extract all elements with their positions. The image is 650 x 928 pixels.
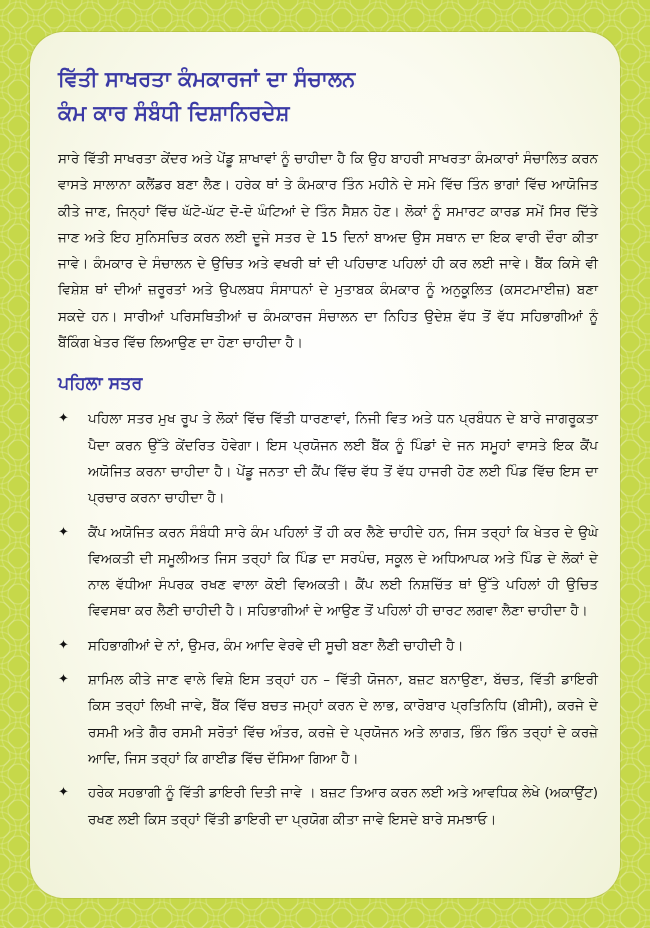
- intro-paragraph: ਸਾਰੇ ਵਿੱਤੀ ਸਾਖਰਤਾ ਕੇਂਦਰ ਅਤੇ ਪੇਂਡੂ ਸ਼ਾਖਾਵਾਂ ਨੂੰ ਚਾਹੀਦਾ ਹੈ ਕਿ ਉਹ ਬਾਹਰੀ ਸਾਖਰਤਾ ਕੰਮਕਾਰਾਂ ਸੰਚਾਲਿਤ ਕਰਨ ਵਾਸਤੇ ਸਾਲਾਨਾ ਕਲੈਂਡਰ ਬਣਾ ਲੈਣ। ਹਰੇਕ ਥਾਂ ਤੇ ਕੰਮਕਾਰ ਤਿੰਨ ਮਹੀਨੇ ਦੇ ਸਮੇ ਵਿੱਚ ਤਿੰਨ ਭਾਗਾਂ ਵਿੱਚ ਆਯੋਜਿਤ ਕੀਤੇ ਜਾਣ, ਜਿਨ੍ਹਾਂ ਵਿੱਚ ਘੱਟੋ-ਘੱਟ ਦੋ-ਦੋ ਘੰਟਿਆਂ ਦੇ ਤਿੰਨ ਸੈਸ਼ਨ ਹੋਣ। ਲੋਕਾਂ ਨੂੰ ਸਮਾਰਟ ਕਾਰਡ ਸਮੇਂ ਸਿਰ ਦਿੱਤੇ ਜਾਣ ਅਤੇ ਇਹ ਸੁਨਿਸਚਿਤ ਕਰਨ ਲਈ ਦੂਜੇ ਸਤਰ ਦੇ 15 ਦਿਨਾਂ ਬਾਅਦ ਉਸ ਸਥਾਨ ਦਾ ਇਕ ਵਾਰੀ ਦੌਰਾ ਕੀਤਾ ਜਾਵੇ। ਕੰਮਕਾਰ ਦੇ ਸੰਚਾਲਨ ਦੇ ਉਚਿਤ ਅਤੇ ਵਖਰੀ ਥਾਂ ਦੀ ਪਹਿਚਾਣ ਪਹਿਲਾਂ ਹੀ ਕਰ ਲਈ ਜਾਵੇ। ਬੈਂਕ ਕਿਸੇ ਵੀ ਵਿਸ਼ੇਸ਼ ਥਾਂ ਦੀਆਂ ਜ਼ਰੂਰਤਾਂ ਅਤੇ ਉਪਲਬਧ ਸੰਸਾਧਨਾਂ ਦੇ ਮੁਤਾਬਕ ਕੰਮਕਾਰ ਨੂੰ ਅਨੁਕੂਲਿਤ (ਕਸਟਮਾਈਜ਼) ਬਣਾ ਸਕਦੇ ਹਨ। ਸਾਰੀਆਂ ਪਰਿਸਥਿਤੀਆਂ ਚ ਕੰਮਕਾਰਜ ਸੰਚਾਲਨ ਦਾ ਨਿਹਿਤ ਉਦੇਸ਼ ਵੱਧ ਤੋਂ ਵੱਧ ਸਹਿਭਾਗੀਆਂ ਨੂੰ ਬੈਂਕਿੰਗ ਖੇਤਰ ਵਿੱਚ ਲਿਆਉਣ ਦਾ ਹੋਣਾ ਚਾਹੀਦਾ ਹੈ।: [58, 151, 598, 352]
- title-line-1: ਵਿੱਤੀ ਸਾਖਰਤਾ ਕੰਮਕਾਰਜਾਂ ਦਾ ਸੰਚਾਲਨ: [58, 67, 356, 91]
- page-title: [58, 62, 598, 130]
- title-line-2: ਕੰਮ ਕਾਰ ਸੰਬੰਧੀ ਦਿਸ਼ਾਨਿਰਦੇਸ਼: [58, 101, 290, 125]
- list-item-text: ਹਰੇਕ ਸਹਭਾਗੀ ਨੂੰ ਵਿੱਤੀ ਡਾਇਰੀ ਦਿਤੀ ਜਾਵੇ । ਬਜ਼ਟ ਤਿਆਰ ਕਰਨ ਲਈ ਅਤੇ ਆਵਧਿਕ ਲੇਖੇ (ਅਕਾਉਂਟ) ਰਖਣ ਲਈ ਕਿਸ ਤਰ੍ਹਾਂ ਵਿੱਤੀ ਡਾਇਰੀ ਦਾ ਪ੍ਰਯੋਗ ਕੀਤਾ ਜਾਵੇ ਇਸਦੇ ਬਾਰੇ ਸਮਝਾਓ।: [88, 785, 598, 828]
- bullet-list: [58, 406, 598, 832]
- list-item-text: ਪਹਿਲਾ ਸਤਰ ਮੁਖ ਰੂਪ ਤੇ ਲੋਕਾਂ ਵਿੱਚ ਵਿੱਤੀ ਧਾਰਣਾਵਾਂ, ਨਿਜੀ ਵਿਤ ਅਤੇ ਧਨ ਪ੍ਰਬੰਧਨ ਦੇ ਬਾਰੇ ਜਾਗਰੂਕਤਾ ਪੈਦਾ ਕਰਨ ਉੱਤੇ ਕੇਂਦਰਿਤ ਹੋਵੇਗਾ। ਇਸ ਪ੍ਰਯੋਜਨ ਲਈ ਬੈਂਕ ਨੂੰ ਪਿੰਡਾਂ ਦੇ ਜਨ ਸਮੂਹਾਂ ਵਾਸਤੇ ਇਕ ਕੈਂਪ ਅਯੋਜਿਤ ਕਰਨਾ ਚਾਹੀਦਾ ਹੈ। ਪੇਂਡੂ ਜਨਤਾ ਦੀ ਕੈਂਪ ਵਿੱਚ ਵੱਧ ਤੋਂ ਵੱਧ ਹਾਜਰੀ ਹੋਣ ਲਈ ਪਿੰਡ ਵਿੱਚ ਇਸ ਦਾ ਪ੍ਰਚਾਰ ਕਰਨਾ ਚਾਹੀਦਾ ਹੈ।: [88, 411, 598, 507]
- list-item: [58, 780, 598, 833]
- list-item: [58, 520, 598, 625]
- list-item: [58, 633, 598, 659]
- list-item-text: ਕੈਂਪ ਅਯੋਜਿਤ ਕਰਨ ਸੰਬੰਧੀ ਸਾਰੇ ਕੰਮ ਪਹਿਲਾਂ ਤੋਂ ਹੀ ਕਰ ਲੈਣੇ ਚਾਹੀਦੇ ਹਨ, ਜਿਸ ਤਰ੍ਹਾਂ ਕਿ ਖੇਤਰ ਦੇ ਉਘੇ ਵਿਅਕਤੀ ਦੀ ਸਮੂਲੀਅਤ ਜਿਸ ਤਰ੍ਹਾਂ ਕਿ ਪਿੰਡ ਦਾ ਸਰਪੰਚ, ਸਕੂਲ ਦੇ ਅਧਿਆਪਕ ਅਤੇ ਪਿੰਡ ਦੇ ਲੋਕਾਂ ਦੇ ਨਾਲ ਵੱਧੀਆ ਸੰਪਰਕ ਰਖਣ ਵਾਲਾ ਕੋਈ ਵਿਅਕਤੀ। ਕੈਂਪ ਲਈ ਨਿਸ਼ਚਿੱਤ ਥਾਂ ਉੱਤੇ ਪਹਿਲਾਂ ਹੀ ਉਚਿਤ ਵਿਵਸਥਾ ਕਰ ਲੈਣੀ ਚਾਹੀਦੀ ਹੈ। ਸਹਿਭਾਗੀਆਂ ਦੇ ਆਉਣ ਤੋਂ ਪਹਿਲਾਂ ਹੀ ਚਾਰਟ ਲਗਵਾ ਲੈਣਾ ਚਾਹੀਦਾ ਹੈ।: [88, 524, 598, 620]
- four-point-star-icon: ✦: [58, 785, 69, 801]
- section-title: ਪਹਿਲਾ ਸਤਰ: [58, 374, 143, 395]
- four-point-star-icon: ✦: [58, 524, 69, 540]
- content-card: [30, 32, 620, 898]
- four-point-star-icon: ✦: [58, 411, 69, 427]
- list-item: [58, 406, 598, 511]
- list-item-text: ਸਹਿਭਾਗੀਆਂ ਦੇ ਨਾਂ, ਉਮਰ, ਕੰਮ ਆਦਿ ਵੇਰਵੇ ਦੀ ਸੂਚੀ ਬਣਾ ਲੈਣੀ ਚਾਹੀਦੀ ਹੈ।: [88, 637, 464, 654]
- list-item-text: ਸ਼ਾਮਿਲ ਕੀਤੇ ਜਾਣ ਵਾਲੇ ਵਿਸ਼ੇ ਇਸ ਤਰ੍ਹਾਂ ਹਨ – ਵਿੱਤੀ ਯੋਜਨਾ, ਬਜ਼ਟ ਬਨਾਉਣਾ, ਬੱਚਤ, ਵਿੱਤੀ ਡਾਇਰੀ ਕਿਸ ਤਰ੍ਹਾਂ ਲਿਖੀ ਜਾਵੇ, ਬੈਂਕ ਵਿੱਚ ਬਚਤ ਜਮ੍ਹਾਂ ਕਰਨ ਦੇ ਲਾਭ, ਕਾਰੋਬਾਰ ਪ੍ਰਤਿਨਿਧਿ (ਬੀਸੀ), ਕਰਜੇ ਦੇ ਰਸਮੀ ਅਤੇ ਗੈਰ ਰਸਮੀ ਸਰੋਤਾਂ ਵਿੱਚ ਅੰਤਰ, ਕਰਜ਼ੇ ਦੇ ਪ੍ਰਯੋਜਨ ਅਤੇ ਲਾਗਤ, ਭਿੰਨ ਭਿੰਨ ਤਰ੍ਹਾਂ ਦੇ ਕਰਜ਼ੇ ਆਦਿ, ਜਿਸ ਤਰ੍ਹਾਂ ਕਿ ਗਾਈਡ ਵਿੱਚ ਦੱਸਿਆ ਗਿਆ ਹੈ।: [88, 672, 598, 767]
- list-item: [58, 667, 598, 772]
- four-point-star-icon: ✦: [58, 637, 69, 653]
- four-point-star-icon: ✦: [58, 672, 69, 688]
